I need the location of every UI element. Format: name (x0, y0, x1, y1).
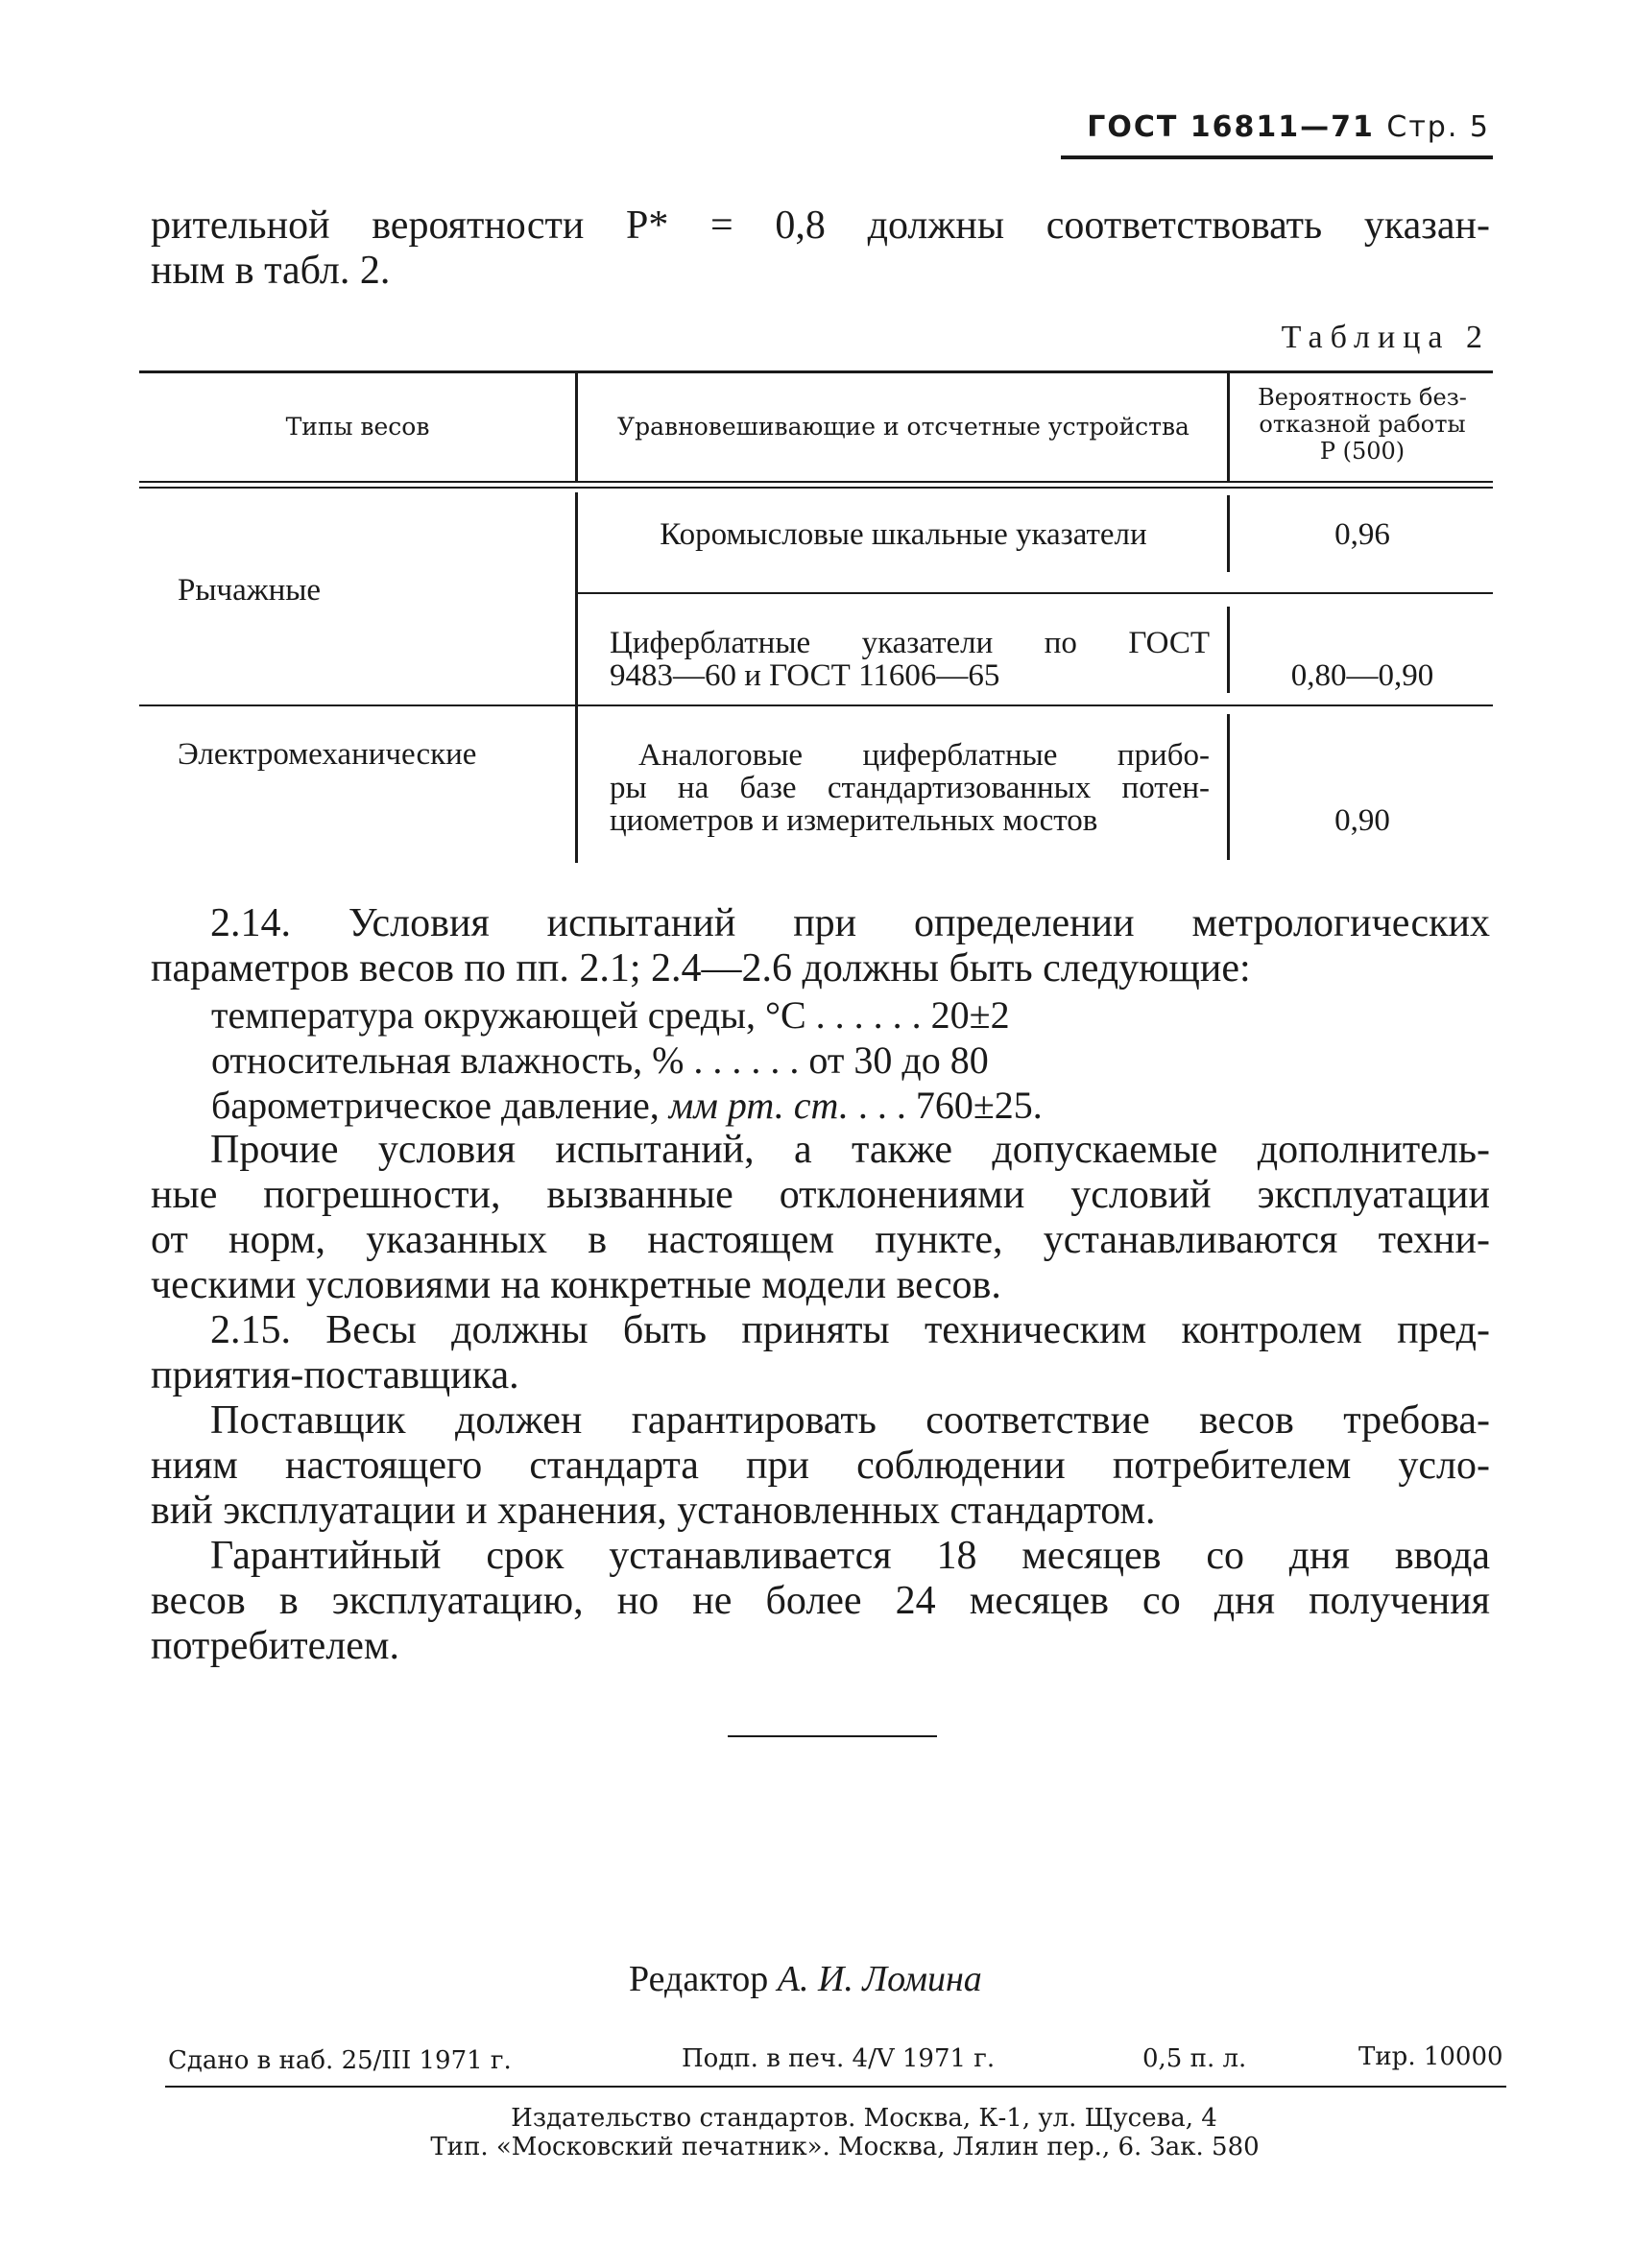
imprint-sheets: 0,5 п. л. (1142, 2044, 1247, 2073)
paragraph-line: параметров весов по пп. 2.1; 2.4—2.6 должны быть следующие: (151, 946, 1251, 991)
paragraph-line: приятия-поставщика. (151, 1353, 519, 1397)
paragraph-line: Поставщик должен гарантировать соответствие весов требова- (210, 1398, 1490, 1443)
header-rule-2 (139, 487, 1493, 489)
paragraph-line: 2.14. Условия испытаний при определении метрологических (210, 901, 1490, 945)
supplier-guarantee-paragraph (151, 1398, 1490, 1534)
col-divider (1227, 714, 1230, 860)
paragraph-line: вий эксплуатации и хранения, установленных стандартом. (151, 1489, 1156, 1533)
imprint-signed: Подп. в печ. 4/V 1971 г. (682, 2044, 996, 2073)
table-top-rule (139, 370, 1493, 373)
device-line: 9483—60 и ГОСТ 11606—65 (610, 658, 1000, 693)
intro-paragraph (151, 203, 1490, 294)
paragraph-line: от норм, указанных в настоящем пункте, устанавливаются техни- (151, 1218, 1490, 1262)
device-line: Аналоговые циферблатные прибо- (638, 738, 1210, 773)
standard-number: ГОСТ 16811—71 (1087, 110, 1375, 144)
prob-096: 0,96 (1334, 517, 1390, 552)
end-rule (728, 1735, 937, 1737)
paragraph-line: весов в эксплуатацию, но не более 24 месяцев со дня получения (151, 1579, 1490, 1623)
col-divider (575, 492, 578, 863)
prob-080-090: 0,80—0,90 (1290, 658, 1434, 693)
device-beam-scale: Коромысловые шкальные указатели (660, 517, 1147, 552)
device-analog (610, 739, 1210, 837)
header-rule-1 (139, 481, 1493, 483)
printer-info: Тип. «Московский печатник». Москва, Лялин пер., 6. Зак. 580 (430, 2133, 1260, 2161)
header-rule (1061, 155, 1493, 159)
other-conditions-paragraph (151, 1128, 1490, 1308)
pressure-value: . . . 760±25. (848, 1084, 1043, 1127)
section-2-15 (151, 1308, 1490, 1398)
row-divider (139, 704, 1493, 706)
header-probability-line: отказной работы (1259, 411, 1466, 438)
paragraph-line: Прочие условия испытаний, а также допускаемые дополнитель- (210, 1128, 1490, 1172)
table-caption: Таблица 2 (1281, 320, 1490, 355)
header-probability-line: P (500) (1319, 438, 1406, 465)
condition-pressure (211, 1083, 1043, 1128)
device-line: ры на базе стандартизованных потен- (610, 771, 1210, 805)
reliability-table (139, 370, 1493, 860)
intro-line: рительной вероятности P* = 0,8 должны соответствовать указан- (151, 203, 1490, 248)
paragraph-line: ные погрешности, вызванные отклонениями условий эксплуатации (151, 1173, 1490, 1217)
imprint-run: Тир. 10000 (1358, 2042, 1503, 2071)
header-probability (1232, 384, 1493, 465)
header-probability-line: Вероятность без- (1258, 384, 1467, 411)
header-types: Типы весов (285, 413, 430, 441)
condition-humidity: относительная влажность, % . . . . . . от 30 до 80 (211, 1039, 989, 1082)
editor-name: А. И. Ломина (777, 1959, 982, 1999)
paragraph-line: 2.15. Весы должны быть приняты техническим контролем пред- (210, 1308, 1490, 1352)
device-line: циометров и измерительных мостов (610, 803, 1098, 838)
imprint-rule (165, 2086, 1506, 2088)
warranty-paragraph (151, 1534, 1490, 1669)
page-header (1087, 110, 1490, 144)
editor-label: Редактор (629, 1959, 769, 1999)
paragraph-line: ниям настоящего стандарта при соблюдении потребителем усло- (151, 1444, 1490, 1488)
paragraph-line: потребителем. (151, 1624, 399, 1668)
condition-temperature: температура окружающей среды, °С . . . . . . 20±2 (211, 993, 1010, 1037)
editor-line (629, 1958, 982, 2000)
pressure-unit: мм рт. ст. (668, 1084, 849, 1127)
col-divider (1227, 495, 1230, 572)
col-divider (1227, 607, 1230, 693)
header-devices: Уравновешивающие и отсчетные устройства (617, 413, 1189, 441)
intro-line: ным в табл. 2. (151, 249, 391, 293)
device-line: Циферблатные указатели по ГОСТ (610, 626, 1210, 660)
row-divider (576, 592, 1493, 594)
section-2-14 (151, 901, 1490, 991)
device-dial (610, 627, 1210, 692)
type-electromechanical: Электромеханические (178, 737, 477, 772)
paragraph-line: Гарантийный срок устанавливается 18 месяцев со дня ввода (210, 1534, 1490, 1578)
prob-090: 0,90 (1334, 803, 1390, 838)
page-number: Стр. 5 (1386, 110, 1490, 144)
col-divider (1227, 370, 1230, 482)
imprint-sent: Сдано в наб. 25/III 1971 г. (168, 2046, 512, 2075)
paragraph-line: ческими условиями на конкретные модели весов. (151, 1263, 1001, 1307)
publisher-address: Издательство стандартов. Москва, К-1, ул. Щусева, 4 (511, 2104, 1217, 2133)
type-lever: Рычажные (178, 573, 322, 608)
pressure-label: барометрическое давление, (211, 1084, 669, 1127)
